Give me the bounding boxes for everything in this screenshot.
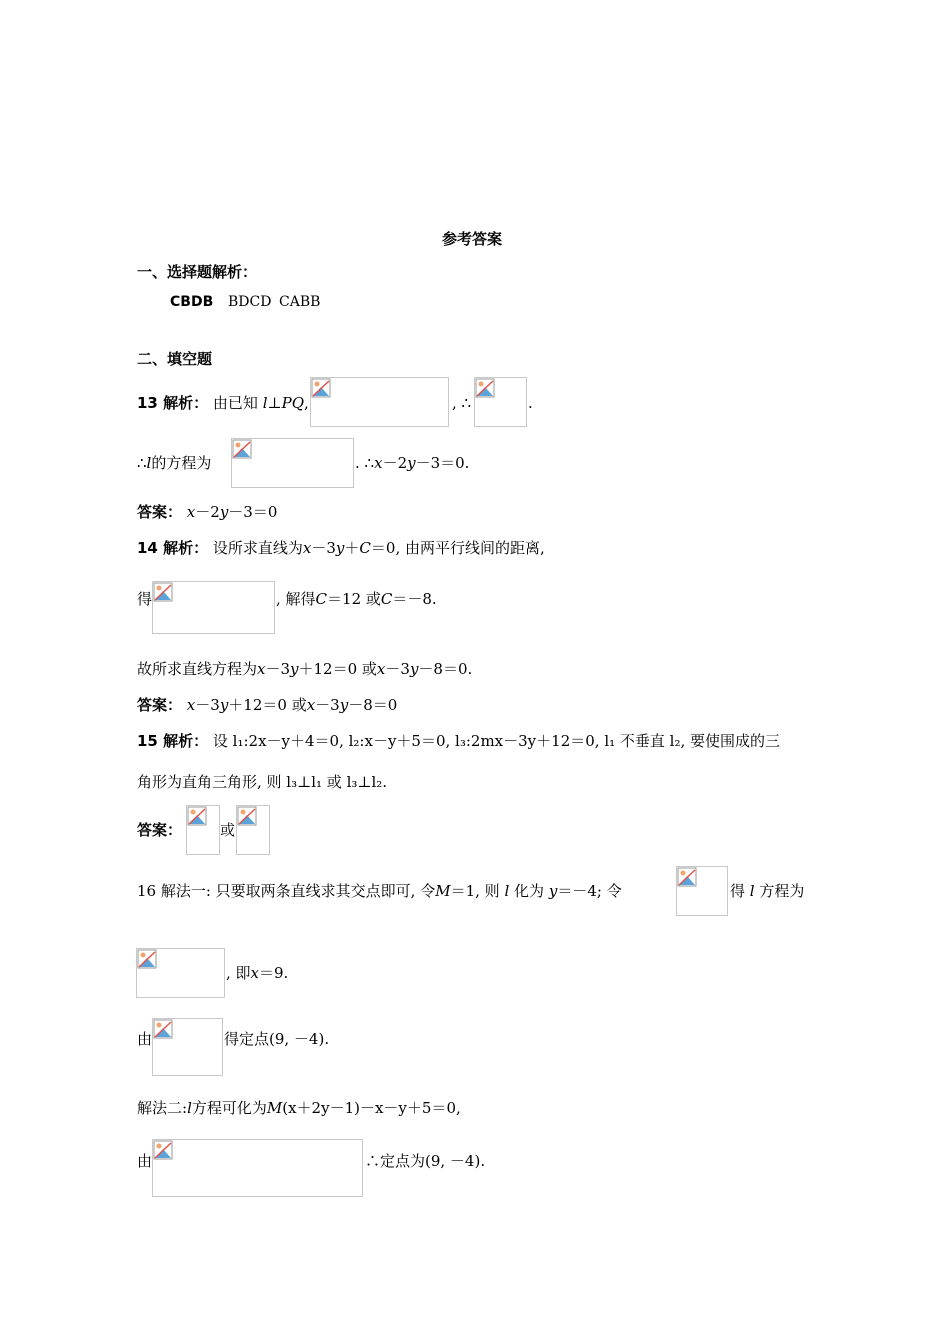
q15-label: 15 解析： [137,732,209,750]
q14-line1 [137,538,545,558]
q15-line2: 角形为直角三角形, 则 l₃⊥l₁ 或 l₃⊥l₂. [137,773,388,791]
section-heading-fill: 二、填空题 [137,350,213,368]
q16-text: 方程可化为 [191,1099,267,1117]
q16-method2-prefix: 由 [137,1152,153,1170]
q14-text: ＋12＝0 或 [298,660,377,678]
var-m: M [435,882,451,900]
page-title: 参考答案 [442,230,503,248]
q14-line2 [276,589,437,609]
choice-answers-3: CABB [279,294,321,310]
q13-line2 [137,453,211,473]
comma: , [304,394,309,412]
q15-line1 [137,731,780,751]
formula-image [186,805,220,855]
formula-image [310,377,449,427]
q13-answer [137,502,277,522]
q16-text: 化为 [514,882,545,900]
q16-text: ＝1, 则 [450,882,500,900]
var-x: x [186,503,196,521]
q16-text: ＝－4; 令 [557,882,622,900]
q16-method2-line1 [137,1098,461,1118]
q16-line3: 得定点(9, －4). [224,1030,330,1048]
answer-text: －3 [315,696,340,714]
q15-or: 或 [220,821,236,839]
q14-text: ＝12 或 [327,590,381,608]
var-x: x [250,964,260,982]
broken-image-icon [677,867,697,887]
var-y: y [407,454,416,472]
var-c: C [380,590,393,608]
q13-dot: . [528,394,533,412]
q13-text: 由已知 [212,394,258,412]
var-l: l [262,394,268,412]
q13-text: 的方程为 [151,454,212,472]
formula-image [136,948,225,998]
answer-text: －3＝0 [228,503,278,521]
q14-text: －8＝0. [418,660,473,678]
q14-text: －3 [385,660,410,678]
q16-text: 得 [730,882,746,900]
var-l: l [504,882,510,900]
answer-label: 答案： [137,696,183,714]
var-pq: PQ [281,394,304,412]
var-l: l [146,454,152,472]
formula-image [676,866,728,916]
var-c: C [359,539,371,557]
var-x: x [186,696,196,714]
var-y: y [219,696,229,714]
q13-text: －2 [382,454,408,472]
broken-image-icon [311,378,331,398]
var-x: x [302,539,312,557]
q15-text: 设 l₁:2x－y＋4＝0, l₂:x－y＋5＝0, l₃:2mx－3y＋12＝0, l₁ 不垂直 l₂, 要使围成的三 [212,732,781,750]
answer-text: ＋12＝0 或 [228,696,307,714]
q16-text: ＝9. [259,964,289,982]
broken-image-icon [232,439,252,459]
broken-image-icon [153,1019,173,1039]
q14-line2-prefix: 得 [137,590,153,608]
section-heading-choice: 一、选择题解析： [137,263,258,281]
q14-label: 14 解析： [137,539,209,557]
q13-text: －3＝0. [415,454,470,472]
q14-text: , 解得 [276,590,316,608]
q14-text: ＝0, 由两平行线间的距离, [370,539,545,557]
q16-method2-end: ∴定点为(9, －4). [365,1152,486,1170]
q14-line3 [137,659,472,679]
q16-text: 解法二: [137,1099,188,1117]
q14-text: ＋ [344,539,360,557]
answer-text: －8＝0 [348,696,398,714]
var-y: y [339,696,349,714]
broken-image-icon [153,582,173,602]
var-y: y [335,539,345,557]
q16-text: 方程为 [759,882,805,900]
q14-answer [137,695,397,715]
var-x: x [257,660,266,678]
broken-image-icon [237,806,257,826]
var-y: y [548,882,558,900]
var-y: y [290,660,299,678]
q14-text: 设所求直线为 [212,539,303,557]
var-l: l [187,1099,192,1117]
formula-image [152,1139,363,1197]
choice-answers-1: CBDB [170,294,214,310]
answer-text: －2 [195,503,220,521]
q16-line1 [137,881,622,901]
q15-answer-label: 答案： [137,821,183,839]
q14-text: ＝－8. [392,590,437,608]
perp-symbol: ⊥ [267,394,282,412]
var-y: y [409,660,419,678]
formula-image [474,377,527,427]
q16-line1-end [730,881,804,901]
broken-image-icon [153,1140,173,1160]
var-x: x [374,454,383,472]
var-x: x [376,660,386,678]
choice-answers-2: BDCD [228,294,272,310]
q16-text: (x＋2y－1)－x－y＋5＝0, [282,1099,461,1117]
answer-label: 答案： [137,503,183,521]
q13-line2-end [355,453,469,473]
broken-image-icon [187,806,207,826]
var-m: M [266,1099,283,1117]
broken-image-icon [137,949,157,969]
formula-image [231,438,354,488]
answer-text: －3 [195,696,220,714]
formula-image [236,805,270,855]
formula-image [152,581,275,634]
q13-therefore: , ∴ [452,394,472,412]
var-x: x [306,696,316,714]
broken-image-icon [475,378,495,398]
var-l: l [749,882,755,900]
q14-text: －3 [265,660,291,678]
q16-text: , 即 [226,964,251,982]
formula-image [152,1018,223,1076]
q16-text: 16 解法一: 只要取两条直线求其交点即可, 令 [137,882,436,900]
q13-label: 13 解析： [137,394,209,412]
q13-line1 [137,393,309,413]
q14-text: 故所求直线方程为 [137,660,258,678]
q16-line3-prefix: 由 [137,1030,153,1048]
q16-line2 [226,963,288,983]
var-y: y [219,503,229,521]
q13-text: . ∴ [355,454,375,472]
q14-text: －3 [311,539,336,557]
therefore-symbol: ∴ [137,454,147,472]
var-c: C [315,590,328,608]
